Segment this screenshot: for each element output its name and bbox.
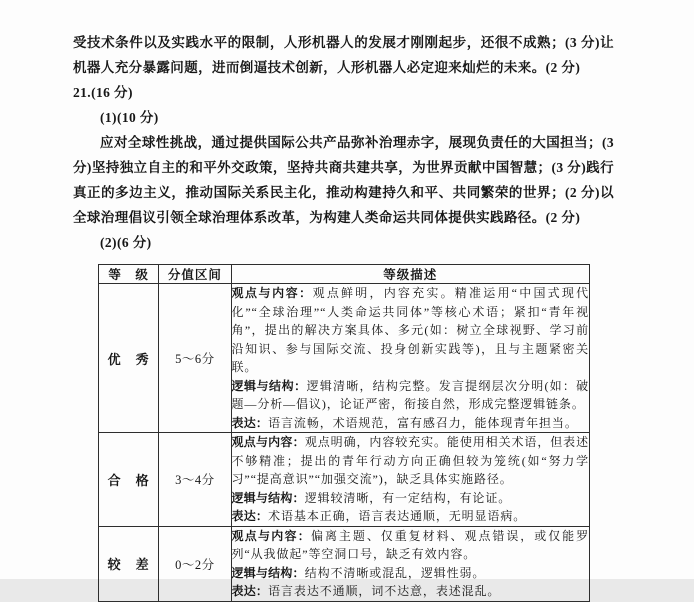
rubric-header-row <box>99 265 590 284</box>
criterion-content <box>232 433 589 489</box>
answer-20-tail-paragraph: 受技术条件以及实践水平的限制，人形机器人的发展才刚刚起步，还很不成熟；(3 分)让机器人充分暴露问题，进而倒逼技术创新，人形机器人必定迎来灿烂的未来。(2 分) <box>73 35 614 75</box>
criterion-label: 观点与内容： <box>231 528 312 543</box>
criterion-text: 术语基本正确，语言表达通顺，无明显语病。 <box>268 509 527 523</box>
header-description: 等级描述 <box>231 265 589 284</box>
criterion-content <box>232 527 589 564</box>
criterion-label: 表达： <box>231 509 269 523</box>
part-2-label: (2)(6 分) <box>100 235 152 250</box>
criterion-text: 逻辑清晰，结构完整。发言提纲层次分明(如：破题—分析—倡议)，论证严密，衔接自然，形成完整逻辑链条。 <box>231 378 589 411</box>
criterion-label: 表达： <box>231 415 269 430</box>
rubric-row-poor <box>99 526 590 601</box>
score-range: 5～6分 <box>159 284 231 433</box>
criterion-label: 观点与内容： <box>231 286 313 300</box>
score-range: 0～2分 <box>159 526 231 601</box>
criterion-label: 观点与内容： <box>231 435 305 449</box>
criterion-label: 表达： <box>231 584 269 598</box>
description-cell <box>231 433 589 527</box>
criterion-label: 逻辑与结构： <box>231 565 305 580</box>
page-content <box>73 30 614 602</box>
criterion-label: 逻辑与结构： <box>231 490 305 505</box>
score-range: 3～4分 <box>159 433 231 527</box>
description-cell <box>231 526 589 601</box>
grade-label: 优 秀 <box>99 284 159 433</box>
part-1-label: (1)(10 分) <box>100 110 159 125</box>
answer-21-1-paragraph: 应对全球性挑战，通过提供国际公共产品弥补治理赤字，展现负责任的大国担当；(3 分)坚持独立自主的和平外交政策，坚持共商共建共享，为世界贡献中国智慧；(3 分)践行真正的多边主义，推动国际关系民主化，推动构建持久和平、共同繁荣的世界；(2 分)以全球治理倡议引领全球治理体系改革，为构建人类命运共同体提供实践路径。(2 分) <box>73 135 614 225</box>
criterion-logic <box>232 377 589 414</box>
question-21-label: 21.(16 分) <box>73 85 133 100</box>
criterion-logic <box>232 489 589 508</box>
header-grade: 等 级 <box>99 265 159 284</box>
criterion-expression <box>232 582 589 601</box>
criterion-text: 逻辑较清晰，有一定结构，有论证。 <box>304 490 512 505</box>
grade-label: 合 格 <box>99 433 159 527</box>
criterion-expression <box>232 414 589 433</box>
criterion-text: 偏离主题、仅重复材料、观点错误，或仅能罗列“从我做起”等空洞口号，缺乏有效内容。 <box>231 528 589 561</box>
grade-label: 较 差 <box>99 526 159 601</box>
criterion-logic <box>232 564 589 583</box>
description-cell <box>231 284 589 433</box>
criterion-text: 语言流畅，术语规范，富有感召力，能体现青年担当。 <box>268 415 578 430</box>
rubric-row-pass <box>99 433 590 527</box>
rubric-row-excellent <box>99 284 590 433</box>
grading-rubric-table <box>98 264 590 602</box>
criterion-text: 结构不清晰或混乱，逻辑性弱。 <box>304 565 486 580</box>
criterion-expression <box>232 507 589 526</box>
criterion-text: 观点明确，内容较充实。能使用相关术语，但表述不够精准；提出的青年行动方向正确但较为笼统(如“努力学习”“提高意识”“加强交流”)，缺乏具体实施路径。 <box>231 435 589 486</box>
criterion-label: 逻辑与结构： <box>231 378 307 393</box>
criterion-content <box>232 284 589 377</box>
header-score-range: 分值区间 <box>159 265 231 284</box>
criterion-text: 语言表达不通顺，词不达意，表述混乱。 <box>268 584 501 598</box>
criterion-text: 观点鲜明，内容充实。精准运用“中国式现代化”“全球治理”“人类命运共同体”等核心术语；紧扣“青年视角”，提出的解决方案具体、多元(如：树立全球视野、学习前沿知识、参与国际交流、投身创新实践等)，且与主题紧密关联。 <box>231 286 589 374</box>
